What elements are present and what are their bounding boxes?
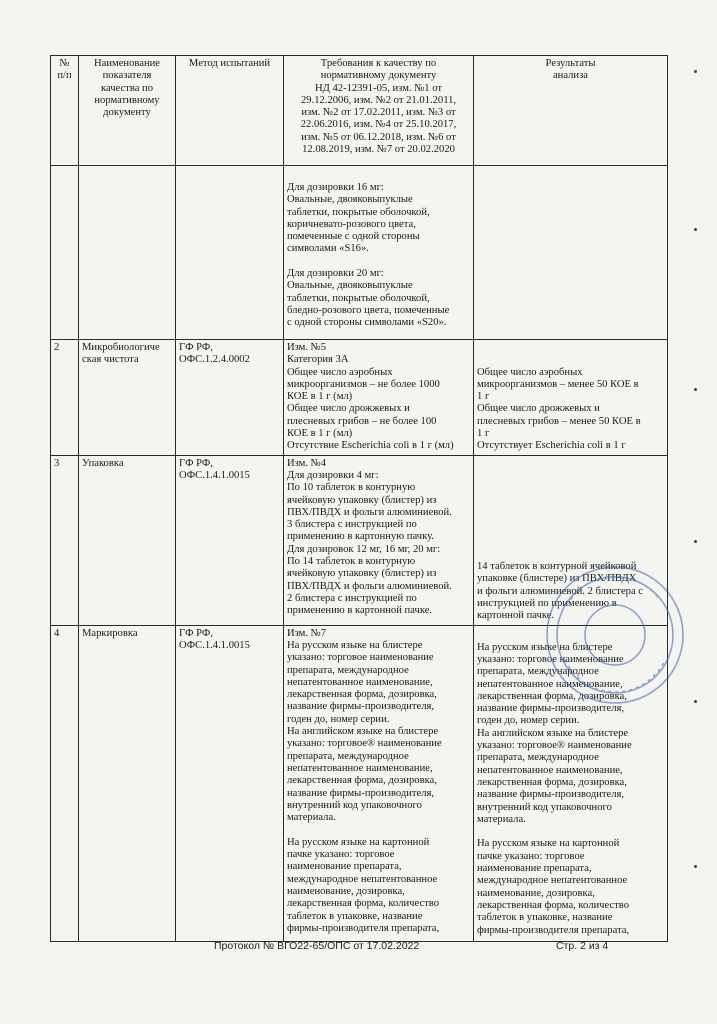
row-results: 14 таблеток в контурной ячейковой упаковке (блистере) из ПВХ/ПВДХ и фольги алюминиевой. 2 блистера с инструкцией по применению в картонной пачке. (474, 455, 668, 625)
header-results: Результаты анализа (474, 56, 668, 166)
punch-dot (694, 228, 697, 231)
row-indicator: Маркировка (79, 625, 176, 941)
table-header-row (51, 56, 668, 166)
quality-results-table (50, 55, 668, 942)
punch-dot (694, 700, 697, 703)
header-requirements: Требования к качеству по нормативному документу НД 42-12391-05, изм. №1 от 29.12.2006, изм. №2 от 21.01.2011, изм. №2 от 17.02.2011, изм. №3 от 22.06.2016, изм. №4 от 25.10.2017, изм. №5 от 06.12.2018, изм. №6 от 12.08.2019, изм. №7 от 20.02.2020 (284, 56, 474, 166)
row-requirements: Изм. №7 На русском языке на блистере указано: торговое наименование препарата, международное непатентованное наименование, лекарственная форма, дозировка, название фирмы-производителя, годен до, номер серии. На английском языке на блистере указано: торговое® наименование препарата, международное непатентованное наименование, лекарственная форма, дозировка, название фирмы-производителя, внутренний код упаковочного материала. На русском языке на картонной пачке указано: торговое наименование препарата, международное непатентованное наименование, дозировка, лекарственная форма, количество таблеток в упаковке, название фирмы-производителя препарата, (284, 625, 474, 941)
punch-dot (694, 388, 697, 391)
row-method: ГФ РФ, ОФС.1.4.1.0015 (176, 455, 284, 625)
table-row (51, 625, 668, 941)
header-test-method: Метод испытаний (176, 56, 284, 166)
row-results (474, 166, 668, 340)
punch-dot (694, 540, 697, 543)
row-requirements: Изм. №5 Категория 3А Общее число аэробных микроорганизмов – не более 1000 КОЕ в 1 г (мл) Общее число дрожжевых и плесневых грибов – не более 100 КОЕ в 1 г (мл) Отсутствие Escherichia coli в 1 г (мл) (284, 340, 474, 456)
row-number (51, 166, 79, 340)
page-number: Стр. 2 из 4 (556, 940, 609, 952)
row-requirements: Для дозировки 16 мг: Овальные, двояковыпуклые таблетки, покрытые оболочкой, коричневато-розового цвета, помеченные с одной стороны символами «S16». Для дозировки 20 мг: Овальные, двояковыпуклые таблетки, покрытые оболочкой, бледно-розового цвета, помеченные с одной стороны символами «S20». (284, 166, 474, 340)
header-number: № п/п (51, 56, 79, 166)
row-method: ГФ РФ, ОФС.1.4.1.0015 (176, 625, 284, 941)
row-results: Общее число аэробных микроорганизмов – менее 50 КОЕ в 1 г Общее число дрожжевых и плесневых грибов – менее 50 КОЕ в 1 г Отсутствует Escherichia coli в 1 г (474, 340, 668, 456)
table-row (51, 455, 668, 625)
row-indicator: Микробиологиче ская чистота (79, 340, 176, 456)
punch-dot (694, 70, 697, 73)
row-number: 2 (51, 340, 79, 456)
row-requirements: Изм. №4 Для дозировки 4 мг: По 10 таблеток в контурную ячейковую упаковку (блистер) из ПВХ/ПВДХ и фольги алюминиевой. 3 блистера с инструкцией по применению в картонную пачку. Для дозировок 12 мг, 16 мг, 20 мг: По 14 таблеток в контурную ячейковую упаковку (блистер) из ПВХ/ПВДХ и фольги алюминиевой. 2 блистера с инструкцией по применению в картонной пачке. (284, 455, 474, 625)
row-number: 4 (51, 625, 79, 941)
row-indicator (79, 166, 176, 340)
row-method: ГФ РФ, ОФС.1.2.4.0002 (176, 340, 284, 456)
punch-dot (694, 865, 697, 868)
protocol-number: Протокол № ВГО22-65/ОПС от 17.02.2022 (214, 940, 420, 952)
row-number: 3 (51, 455, 79, 625)
row-results: На русском языке на блистере указано: торговое наименование препарата, международное непатентованное наименование, лекарственная форма, дозировка, название фирмы-производителя, годен до, номер серии. На английском языке на блистере указано: торговое® наименование препарата, международное непатентованное наименование, лекарственная форма, дозировка, название фирмы-производителя, внутренний код упаковочного материала. На русском языке на картонной пачке указано: торговое наименование препарата, международное непатентованное наименование, дозировка, лекарственная форма, количество таблеток в упаковке, название фирмы-производителя препарата, (474, 625, 668, 941)
header-indicator-name: Наименование показателя качества по нормативному документу (79, 56, 176, 166)
table-row (51, 166, 668, 340)
row-method (176, 166, 284, 340)
row-indicator: Упаковка (79, 455, 176, 625)
table-row (51, 340, 668, 456)
